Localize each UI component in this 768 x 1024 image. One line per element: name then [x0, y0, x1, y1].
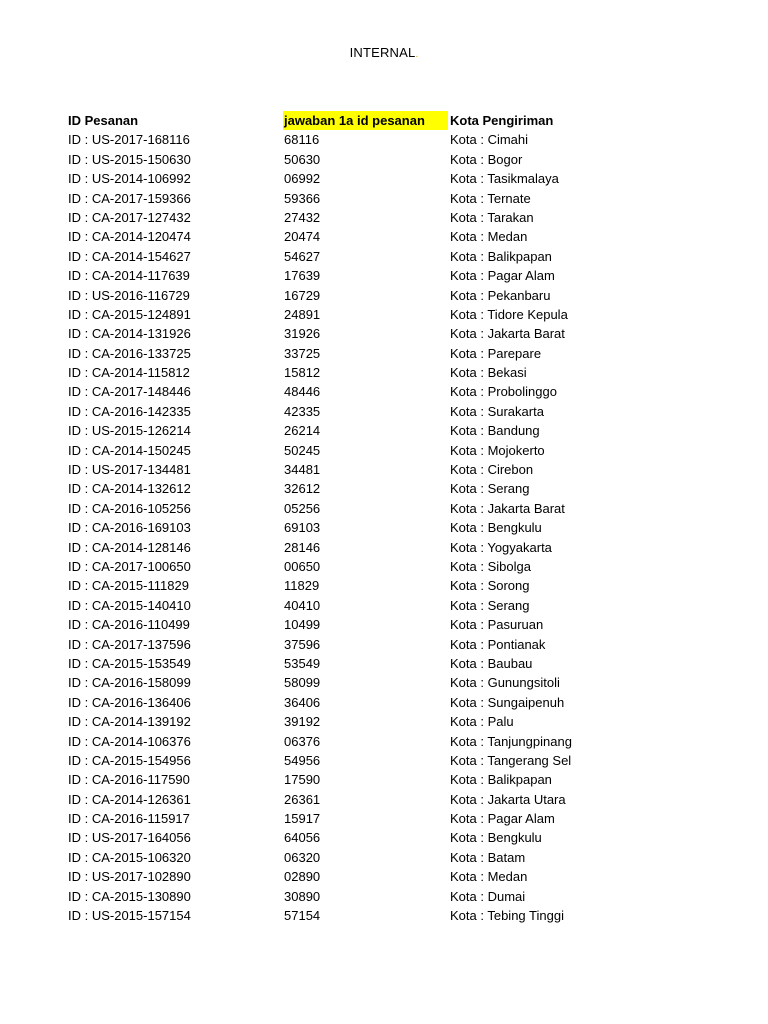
shipping-city-cell: Kota : Medan	[450, 869, 528, 885]
table-row	[0, 867, 768, 886]
order-code-cell: 15917	[284, 811, 321, 827]
order-id-cell: ID : CA-2015-154956	[68, 752, 191, 768]
shipping-city-cell: Kota : Tangerang Sel	[450, 752, 572, 768]
order-code-cell: 39192	[284, 714, 321, 730]
order-code-cell: 42335	[284, 403, 321, 419]
table-row	[0, 538, 768, 557]
order-table	[0, 111, 768, 925]
order-code-cell: 31926	[284, 326, 321, 342]
order-id-cell: ID : CA-2016-169103	[68, 520, 191, 536]
order-id-cell: ID : US-2017-164056	[68, 830, 191, 846]
table-row	[0, 596, 768, 615]
table-row	[0, 848, 768, 867]
shipping-city-cell: Kota : Balikpapan	[450, 772, 552, 788]
order-id-cell: ID : CA-2014-132612	[68, 481, 191, 497]
order-code-cell: 06320	[284, 849, 321, 865]
shipping-city-cell: Kota : Bogor	[450, 151, 523, 167]
table-row	[0, 751, 768, 770]
order-code-cell: 11829	[284, 578, 320, 594]
shipping-city-cell: Kota : Pontianak	[450, 636, 546, 652]
table-row	[0, 576, 768, 595]
order-id-cell: ID : US-2017-134481	[68, 462, 191, 478]
shipping-city-cell: Kota : Pagar Alam	[450, 811, 555, 827]
shipping-city-cell: Kota : Tarakan	[450, 209, 534, 225]
shipping-city-cell: Kota : Palu	[450, 714, 514, 730]
shipping-city-cell: Kota : Jakarta Utara	[450, 791, 566, 807]
table-row	[0, 266, 768, 285]
order-code-cell: 32612	[284, 481, 321, 497]
order-id-cell: ID : CA-2016-133725	[68, 345, 191, 361]
shipping-city-cell: Kota : Pasuruan	[450, 617, 544, 633]
order-code-cell: 37596	[284, 636, 321, 652]
order-id-cell: ID : US-2016-116729	[68, 287, 190, 303]
shipping-city-cell: Kota : Bandung	[450, 423, 540, 439]
table-row	[0, 402, 768, 421]
table-row	[0, 906, 768, 925]
table-row	[0, 421, 768, 440]
table-row	[0, 790, 768, 809]
order-id-cell: ID : US-2014-106992	[68, 171, 191, 187]
shipping-city-cell: Kota : Cirebon	[450, 462, 534, 478]
shipping-city-cell: Kota : Baubau	[450, 655, 533, 671]
order-code-cell: 30890	[284, 888, 321, 904]
order-id-cell: ID : CA-2017-148446	[68, 384, 191, 400]
table-row	[0, 208, 768, 227]
table-row	[0, 344, 768, 363]
table-row	[0, 363, 768, 382]
table-row	[0, 150, 768, 169]
order-id-cell: ID : US-2017-168116	[68, 132, 190, 148]
table-row	[0, 324, 768, 343]
shipping-city-cell: Kota : Sungaipenuh	[450, 694, 565, 710]
table-row	[0, 518, 768, 537]
table-row	[0, 382, 768, 401]
order-code-cell: 05256	[284, 500, 321, 516]
order-code-cell: 40410	[284, 597, 321, 613]
shipping-city-cell: Kota : Bengkulu	[450, 830, 542, 846]
order-code-cell: 02890	[284, 869, 321, 885]
order-id-cell: ID : CA-2016-117590	[68, 772, 190, 788]
order-code-cell: 24891	[284, 306, 321, 322]
shipping-city-cell: Kota : Balikpapan	[450, 248, 552, 264]
order-id-cell: ID : CA-2017-100650	[68, 558, 191, 574]
order-id-cell: ID : CA-2014-117639	[68, 268, 190, 284]
order-id-cell: ID : CA-2014-120474	[68, 229, 191, 245]
shipping-city-cell: Kota : Bengkulu	[450, 520, 542, 536]
order-id-cell: ID : CA-2016-136406	[68, 694, 191, 710]
order-code-cell: 58099	[284, 675, 321, 691]
order-code-cell: 64056	[284, 830, 321, 846]
table-row	[0, 654, 768, 673]
table-row	[0, 732, 768, 751]
order-code-cell: 17590	[284, 772, 321, 788]
shipping-city-cell: Kota : Jakarta Barat	[450, 500, 565, 516]
order-id-cell: ID : CA-2014-154627	[68, 248, 191, 264]
header-kota-pengiriman: Kota Pengiriman	[450, 113, 554, 128]
order-code-cell: 54956	[284, 752, 321, 768]
order-id-cell: ID : CA-2015-130890	[68, 888, 191, 904]
shipping-city-cell: Kota : Gunungsitoli	[450, 675, 560, 691]
order-id-cell: ID : CA-2017-137596	[68, 636, 191, 652]
order-code-cell: 28146	[284, 539, 321, 555]
order-id-cell: ID : CA-2017-127432	[68, 209, 191, 225]
shipping-city-cell: Kota : Tidore Kepula	[450, 306, 568, 322]
order-code-cell: 06992	[284, 171, 321, 187]
order-id-cell: ID : CA-2015-153549	[68, 655, 191, 671]
order-code-cell: 36406	[284, 694, 321, 710]
order-id-cell: ID : CA-2014-115812	[68, 365, 190, 381]
table-row	[0, 130, 768, 149]
classification-text: INTERNAL	[349, 45, 416, 60]
shipping-city-cell: Kota : Tebing Tinggi	[450, 908, 564, 924]
order-id-cell: ID : CA-2014-131926	[68, 326, 191, 342]
table-row	[0, 693, 768, 712]
table-row	[0, 673, 768, 692]
order-id-cell: ID : CA-2014-139192	[68, 714, 191, 730]
shipping-city-cell: Kota : Cimahi	[450, 132, 529, 148]
order-id-cell: ID : CA-2015-124891	[68, 306, 191, 322]
order-id-cell: ID : CA-2014-128146	[68, 539, 191, 555]
order-id-cell: ID : US-2017-102890	[68, 869, 191, 885]
classification-label	[0, 45, 768, 60]
order-id-cell: ID : CA-2016-110499	[68, 617, 190, 633]
shipping-city-cell: Kota : Batam	[450, 849, 526, 865]
order-id-cell: ID : US-2015-150630	[68, 151, 191, 167]
table-row	[0, 828, 768, 847]
order-code-cell: 53549	[284, 655, 321, 671]
order-code-cell: 17639	[284, 268, 321, 284]
shipping-city-cell: Kota : Tanjungpinang	[450, 733, 572, 749]
order-id-cell: ID : CA-2017-159366	[68, 190, 191, 206]
table-row	[0, 635, 768, 654]
order-code-cell: 59366	[284, 190, 321, 206]
order-id-cell: ID : CA-2016-115917	[68, 811, 190, 827]
table-row	[0, 557, 768, 576]
table-row	[0, 615, 768, 634]
table-row	[0, 441, 768, 460]
order-code-cell: 33725	[284, 345, 321, 361]
table-row	[0, 169, 768, 188]
shipping-city-cell: Kota : Probolinggo	[450, 384, 557, 400]
table-row	[0, 189, 768, 208]
table-row	[0, 479, 768, 498]
shipping-city-cell: Kota : Yogyakarta	[450, 539, 552, 555]
order-code-cell: 10499	[284, 617, 321, 633]
order-id-cell: ID : CA-2015-111829	[68, 578, 189, 594]
order-code-cell: 57154	[284, 908, 321, 924]
table-row	[0, 770, 768, 789]
shipping-city-cell: Kota : Parepare	[450, 345, 542, 361]
order-code-cell: 54627	[284, 248, 321, 264]
shipping-city-cell: Kota : Ternate	[450, 190, 531, 206]
shipping-city-cell: Kota : Surakarta	[450, 403, 544, 419]
order-id-cell: ID : CA-2015-140410	[68, 597, 191, 613]
order-id-cell: ID : CA-2016-142335	[68, 403, 191, 419]
table-header-row	[0, 111, 768, 130]
table-row	[0, 247, 768, 266]
order-code-cell: 68116	[284, 132, 320, 148]
order-id-cell: ID : CA-2016-158099	[68, 675, 191, 691]
header-jawaban-highlighted: jawaban 1a id pesanan	[283, 111, 448, 130]
order-code-cell: 15812	[284, 365, 321, 381]
shipping-city-cell: Kota : Pagar Alam	[450, 268, 555, 284]
order-code-cell: 27432	[284, 209, 321, 225]
order-code-cell: 06376	[284, 733, 321, 749]
order-code-cell: 26361	[284, 791, 321, 807]
order-code-cell: 50630	[284, 151, 321, 167]
table-row	[0, 809, 768, 828]
shipping-city-cell: Kota : Mojokerto	[450, 442, 545, 458]
shipping-city-cell: Kota : Jakarta Barat	[450, 326, 565, 342]
order-code-cell: 20474	[284, 229, 321, 245]
header-id-pesanan: ID Pesanan	[68, 113, 139, 128]
table-row	[0, 227, 768, 246]
order-code-cell: 00650	[284, 558, 321, 574]
order-id-cell: ID : US-2015-126214	[68, 423, 191, 439]
shipping-city-cell: Kota : Medan	[450, 229, 528, 245]
order-code-cell: 69103	[284, 520, 321, 536]
order-id-cell: ID : CA-2015-106320	[68, 849, 191, 865]
shipping-city-cell: Kota : Sorong	[450, 578, 530, 594]
shipping-city-cell: Kota : Serang	[450, 481, 530, 497]
table-row	[0, 460, 768, 479]
table-row	[0, 712, 768, 731]
order-id-cell: ID : CA-2016-105256	[68, 500, 191, 516]
order-id-cell: ID : US-2015-157154	[68, 908, 191, 924]
shipping-city-cell: Kota : Pekanbaru	[450, 287, 551, 303]
order-code-cell: 34481	[284, 462, 321, 478]
table-row	[0, 887, 768, 906]
table-row	[0, 499, 768, 518]
order-id-cell: ID : CA-2014-150245	[68, 442, 191, 458]
table-body	[0, 130, 768, 925]
table-row	[0, 305, 768, 324]
order-id-cell: ID : CA-2014-106376	[68, 733, 191, 749]
shipping-city-cell: Kota : Dumai	[450, 888, 526, 904]
order-id-cell: ID : CA-2014-126361	[68, 791, 191, 807]
order-code-cell: 26214	[284, 423, 321, 439]
shipping-city-cell: Kota : Sibolga	[450, 558, 531, 574]
table-row	[0, 286, 768, 305]
order-code-cell: 48446	[284, 384, 321, 400]
order-code-cell: 16729	[284, 287, 321, 303]
shipping-city-cell: Kota : Tasikmalaya	[450, 171, 559, 187]
order-code-cell: 50245	[284, 442, 321, 458]
classification-mark: .	[415, 49, 419, 60]
shipping-city-cell: Kota : Serang	[450, 597, 530, 613]
shipping-city-cell: Kota : Bekasi	[450, 365, 527, 381]
